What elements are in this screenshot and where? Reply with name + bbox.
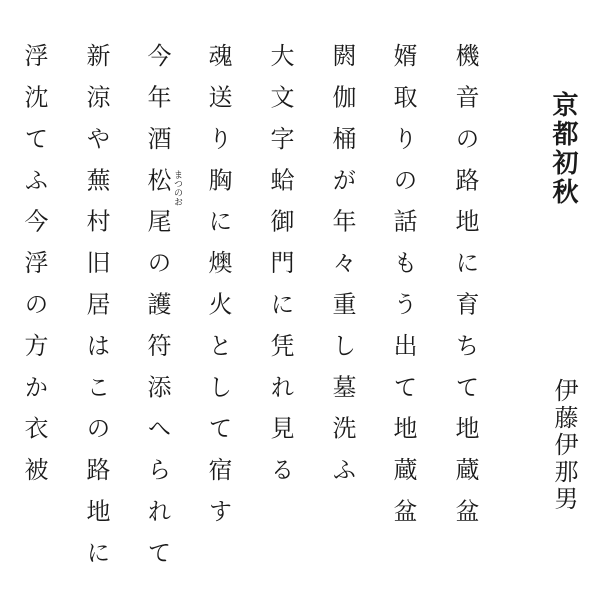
- haiku-line-7: 新涼や蕪村旧居はこの路地に: [82, 43, 110, 582]
- ruby-reading: まつのお: [172, 170, 182, 206]
- haiku-line-3: 閼伽桶が年々重し墓洗ふ: [328, 43, 356, 499]
- haiku-line-4: 大文字蛤御門に凭れ見る: [266, 43, 294, 499]
- haiku-line-6: 今年酒松尾の護符添へられて: [143, 43, 171, 582]
- haiku-line-5: 魂送り胸に燠火として宿す: [204, 43, 232, 540]
- haiku-line-8: 浮沈てふ今浮の方か衣被: [20, 43, 48, 499]
- haiku-line-2: 婿取りの話もう出て地蔵盆: [389, 43, 417, 540]
- haiku-line-1: 機音の路地に育ちて地蔵盆: [451, 43, 479, 540]
- poem-title: 京都初秋: [548, 91, 578, 207]
- poet-name: 伊藤伊那男: [550, 378, 578, 513]
